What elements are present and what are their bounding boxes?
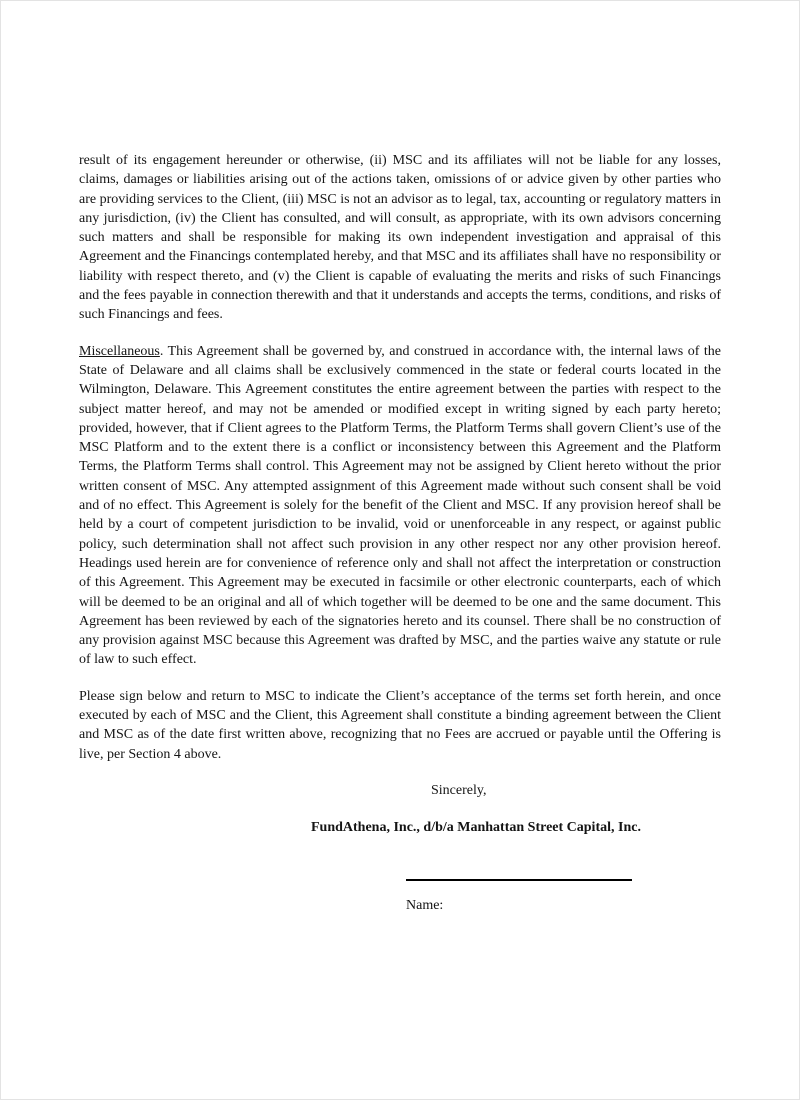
company-name: FundAthena, Inc., d/b/a Manhattan Street Capital, Inc. [311,820,641,836]
paragraph-sign-instructions: Please sign below and return to MSC to indicate the Client’s acceptance of the terms set forth herein, and once executed by each of MSC and the Client, this Agreement shall constitute a binding agreement between the Client and MSC as of the date first written above, recognizing that no Fees are accrued or payable until the Offering is live, per Section 4 above. [79,688,721,762]
paragraph-engagement: result of its engagement hereunder or otherwise, (ii) MSC and its affiliates will not be liable for any losses, claims, damages or liabilities arising out of the actions taken, omissions of or advice given by other parties who are providing services to the Client, (iii) MSC is not an advisor as to legal, tax, accounting or regulatory matters in any jurisdiction, (iv) the Client has consulted, and will consult, as appropriate, with its own advisors concerning such matters and shall be responsible for making its own independent investigation and appraisal of this Agreement and the Financings contemplated hereby, and that MSC and its affiliates shall have no responsibility or liability with respect thereto, and (v) the Client is capable of evaluating the merits and risks of such Financings and the fees payable in connection therewith and that it understands and accepts the terms, conditions, and risks of such Financings and fees. [79,153,721,323]
name-label: Name: [406,897,444,913]
salutation: Sincerely, [431,782,487,798]
closing-block [79,781,721,915]
miscellaneous-heading: Miscellaneous [79,343,160,359]
paragraph-miscellaneous [79,342,721,670]
signature-line [406,879,632,881]
miscellaneous-body: . This Agreement shall be governed by, and construed in accordance with, the internal laws of the State of Delaware and all claims shall be exclusively commenced in the state or federal courts located in the Wilmington, Delaware. This Agreement constitutes the entire agreement between the parties with respect to the subject matter hereof, and may not be amended or modified except in writing signed by each party hereto; provided, however, that if Client agrees to the Platform Terms, the Platform Terms shall govern Client’s use of the MSC Platform and to the extent there is a conflict or inconsistency between this Agreement and the Platform Terms, the Platform Terms shall control. This Agreement may not be assigned by Client hereto without the prior written consent of MSC. Any attempted assignment of this Agreement made without such consent shall be void and of no effect. This Agreement is solely for the benefit of the Client and MSC. If any provision hereof shall be held by a court of competent jurisdiction to be invalid, void or unenforceable in any respect, or against public policy, such determination shall not affect such provision in any other respect nor any other provision hereof. Headings used herein are for convenience of reference only and shall not affect the interpretation or construction of this Agreement. This Agreement may be executed in facsimile or other electronic counterparts, each of which will be deemed to be an original and all of which together will be deemed to be one and the same document. This Agreement has been reviewed by each of the signatories hereto and its counsel. There shall be no construction of any provision against MSC because this Agreement was drafted by MSC, and the parties waive any statute or rule of law to such effect. [79,343,721,668]
